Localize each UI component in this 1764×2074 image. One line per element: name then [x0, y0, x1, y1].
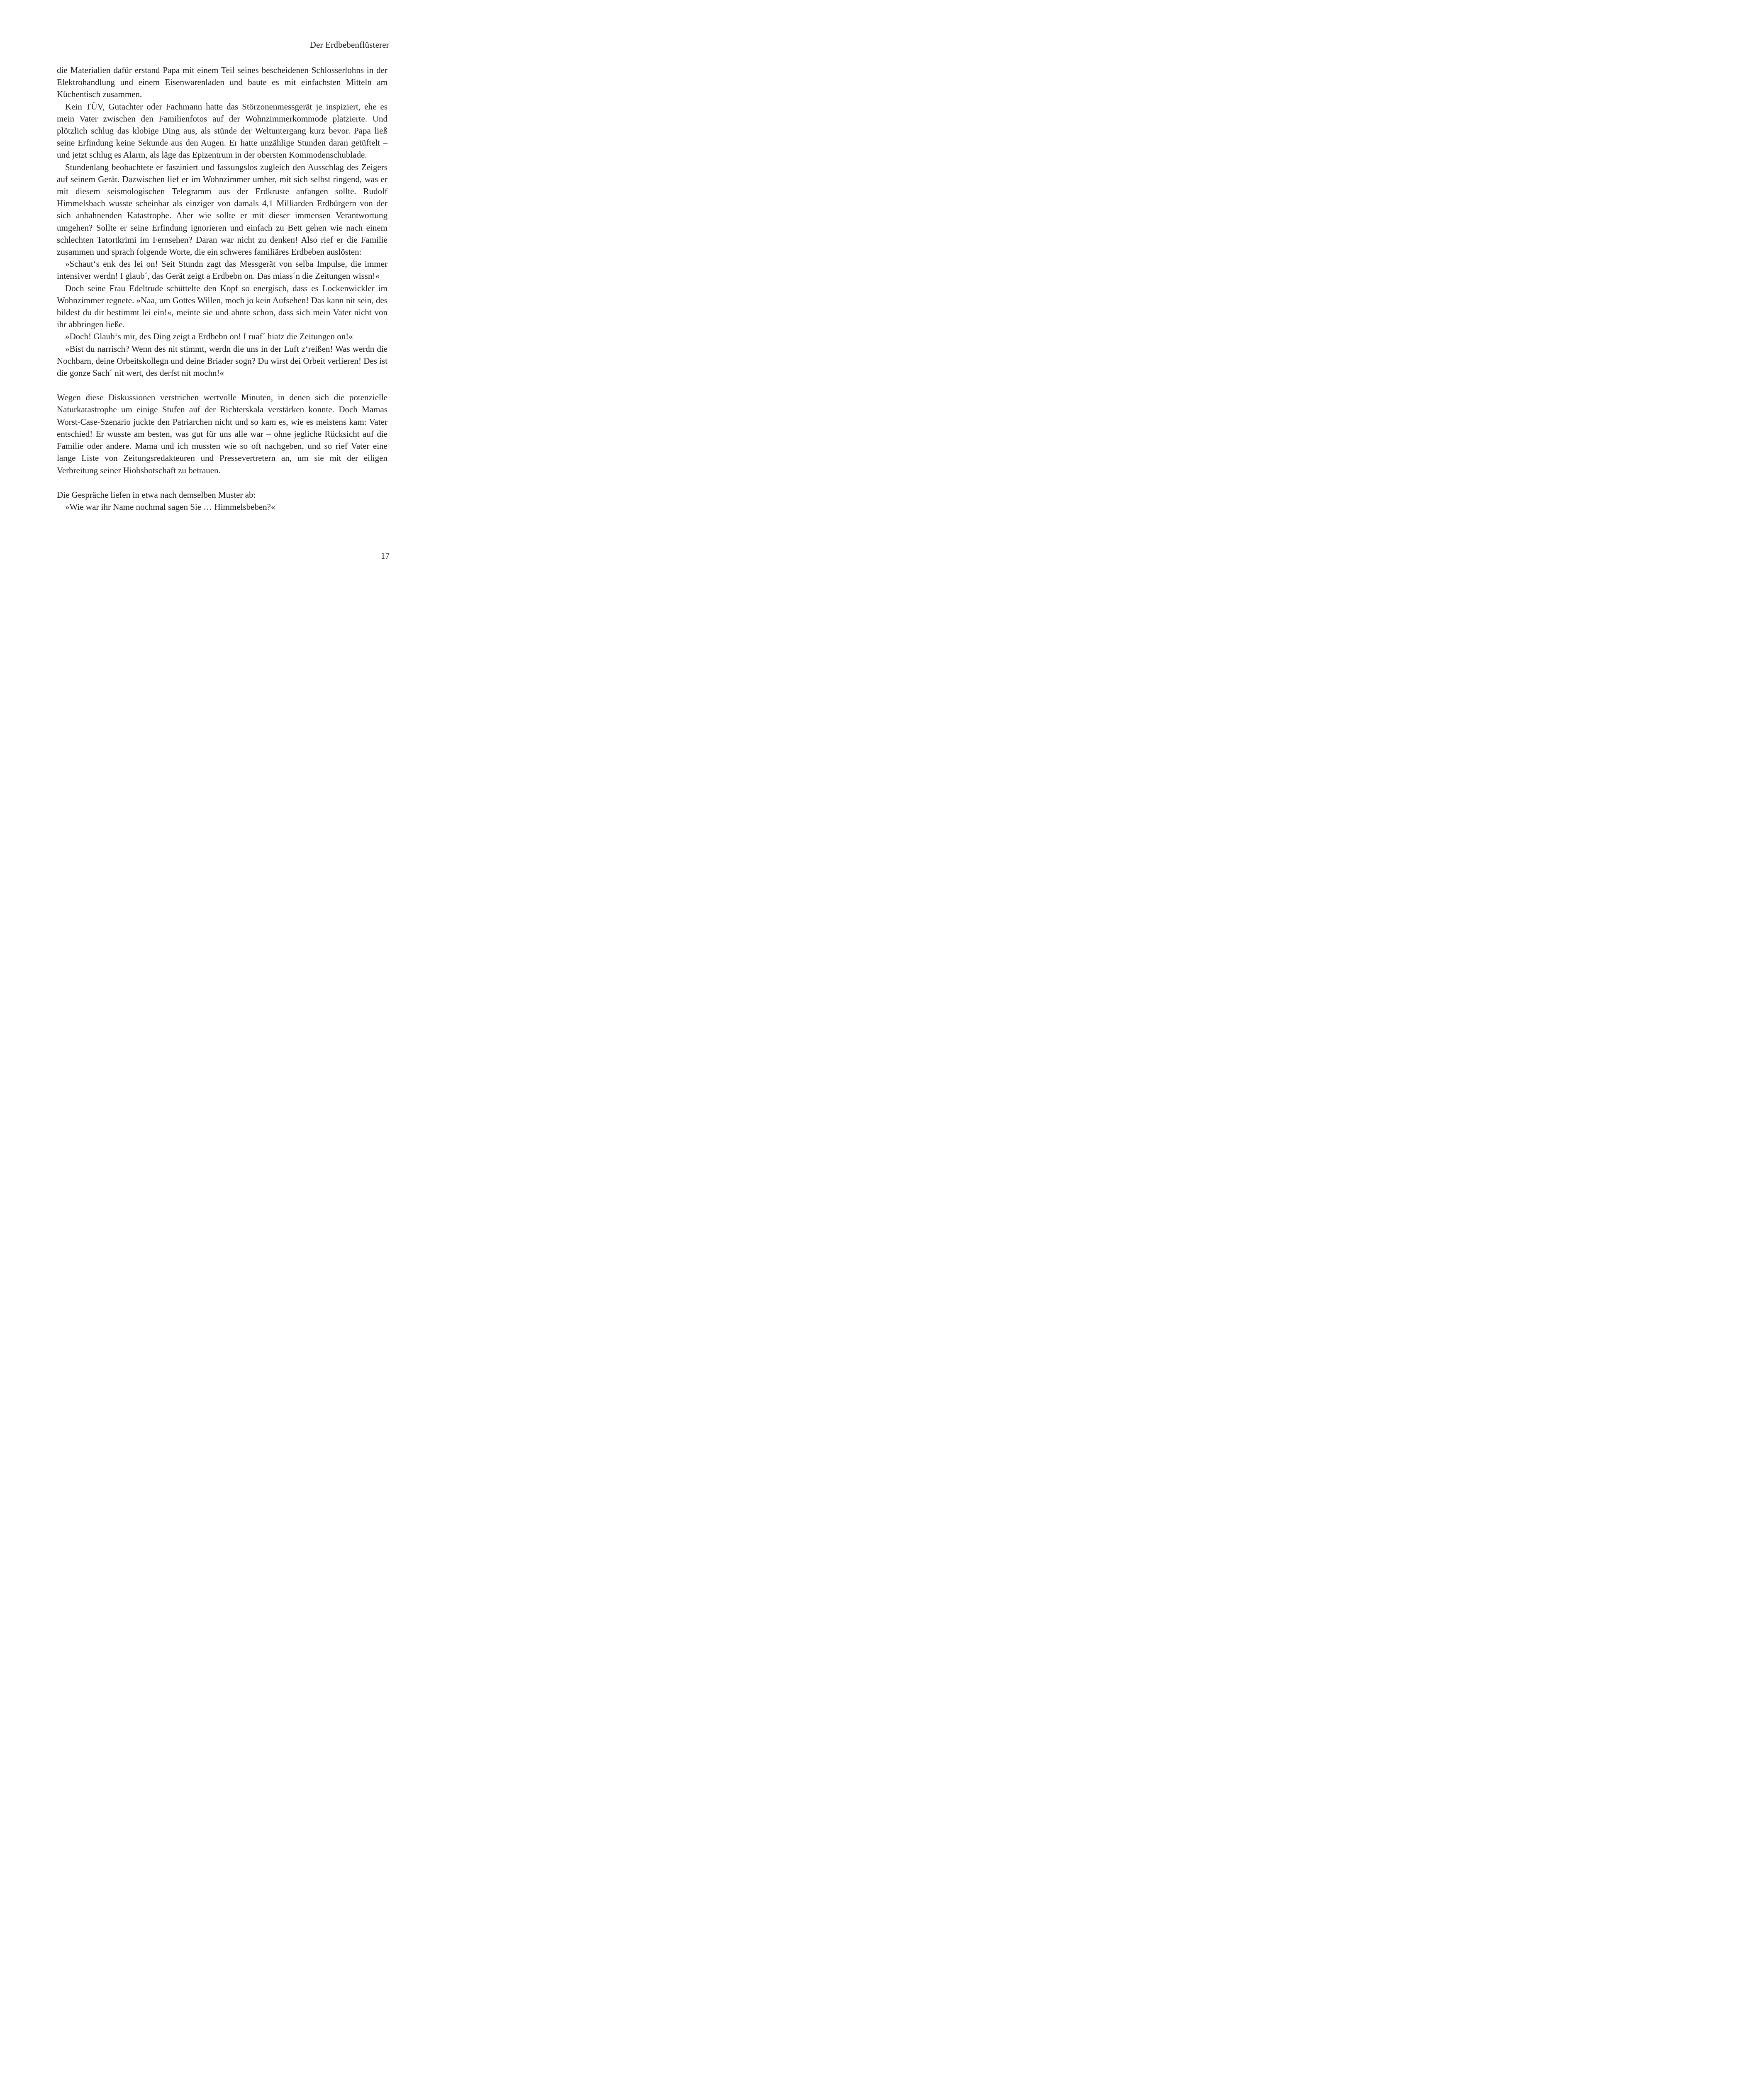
- paragraph: Doch seine Frau Edeltrude schüttelte den Kopf so energisch, dass es Lockenwickler im Wohnzimmer regnete. »Naa, um Gottes Willen, moch jo kein Aufsehen! Das kann nit sein, des bildest du dir bestimmt lei ein!«, meinte sie und ahnte schon, dass sich mein Vater nicht von ihr abbringen ließe.: [57, 283, 387, 330]
- book-page: [0, 0, 441, 612]
- paragraph-continuation: die Materialien dafür erstand Papa mit einem Teil seines bescheidenen Schlosserlohns in der Elektrohandlung und einem Eisenwarenladen und baute es mit einfachsten Mitteln am Küchentisch zusammen.: [57, 65, 387, 100]
- dialogue-paragraph: »Wie war ihr Name nochmal sagen Sie … Himmelsbeben?«: [65, 501, 275, 512]
- dialogue-paragraph: »Schaut‘s enk des lei on! Seit Stundn zagt das Messgerät von selba Impulse, die immer intensiver werdn! I glaub´, das Gerät zeigt a Erdbebn on. Das miass´n die Zeitungen wissn!«: [57, 259, 387, 281]
- dialogue-paragraph: »Doch! Glaub‘s mir, des Ding zeigt a Erdbebn on! I ruaf´ hiatz die Zeitungen on!«: [65, 331, 353, 342]
- paragraph: Kein TÜV, Gutachter oder Fachmann hatte das Störzonenmessgerät je inspiziert, ehe es mein Vater zwischen den Familienfotos auf der Wohnzimmerkommode platzierte. Und plötzlich schlug das klobige Ding aus, als stünde der Weltuntergang kurz bevor. Papa ließ seine Erfindung keine Sekunde aus den Augen. Er hatte unzählige Stunden daran getüftelt – und jetzt schlug es Alarm, als läge das Epizentrum in der obersten Kommodenschublade.: [57, 101, 387, 160]
- page-number: 17: [381, 551, 390, 561]
- paragraph-section-start: Die Gespräche liefen in etwa nach demselben Muster ab:: [57, 489, 256, 500]
- body-text: [57, 64, 387, 513]
- dialogue-paragraph: »Bist du narrisch? Wenn des nit stimmt, werdn die uns in der Luft z‘reißen! Was werdn die Nochbarn, deine Orbeitskollegn und deine Briader sogn? Du wirst dei Orbeit verlieren! Des ist die gonze Sach´ nit wert, des derfst nit mochn!«: [57, 343, 387, 378]
- running-head-title: Der Erdbebenflüsterer: [309, 40, 389, 50]
- paragraph-section-start: Wegen diese Diskussionen verstrichen wertvolle Minuten, in denen sich die potenzielle Naturkatastrophe um einige Stufen auf der Richterskala verstärken konnte. Doch Mamas Worst-Case-Szenario juckte den Patriarchen nicht und so kam es, wie es meistens kam: Vater entschied! Er wusste am besten, was gut für uns alle war – ohne jegliche Rücksicht auf die Familie oder andere. Mama und ich mussten wie so oft nachgeben, und so rief Vater eine lange Liste von Zeitungsredakteuren und Pressevertretern an, um sie mit der eiligen Verbreitung seiner Hiobsbotschaft zu betrauen.: [57, 392, 387, 475]
- paragraph: Stundenlang beobachtete er fasziniert und fassungslos zugleich den Ausschlag des Zeigers auf seinem Gerät. Dazwischen lief er im Wohnzimmer umher, mit sich selbst ringend, was er mit diesem seismologischen Telegramm aus der Erdkruste anfangen sollte. Rudolf Himmelsbach wusste scheinbar als einziger von damals 4,1 Milliarden Erdbürgern von der sich anbahnenden Katastrophe. Aber wie sollte er mit dieser immensen Verantwortung umgehen? Sollte er seine Erfindung ignorieren und einfach zu Bett gehen wie nach einem schlechten Tatortkrimi im Fernsehen? Daran war nicht zu denken! Also rief er die Familie zusammen und sprach folgende Worte, die ein schweres familiäres Erdbeben auslösten:: [57, 162, 387, 257]
